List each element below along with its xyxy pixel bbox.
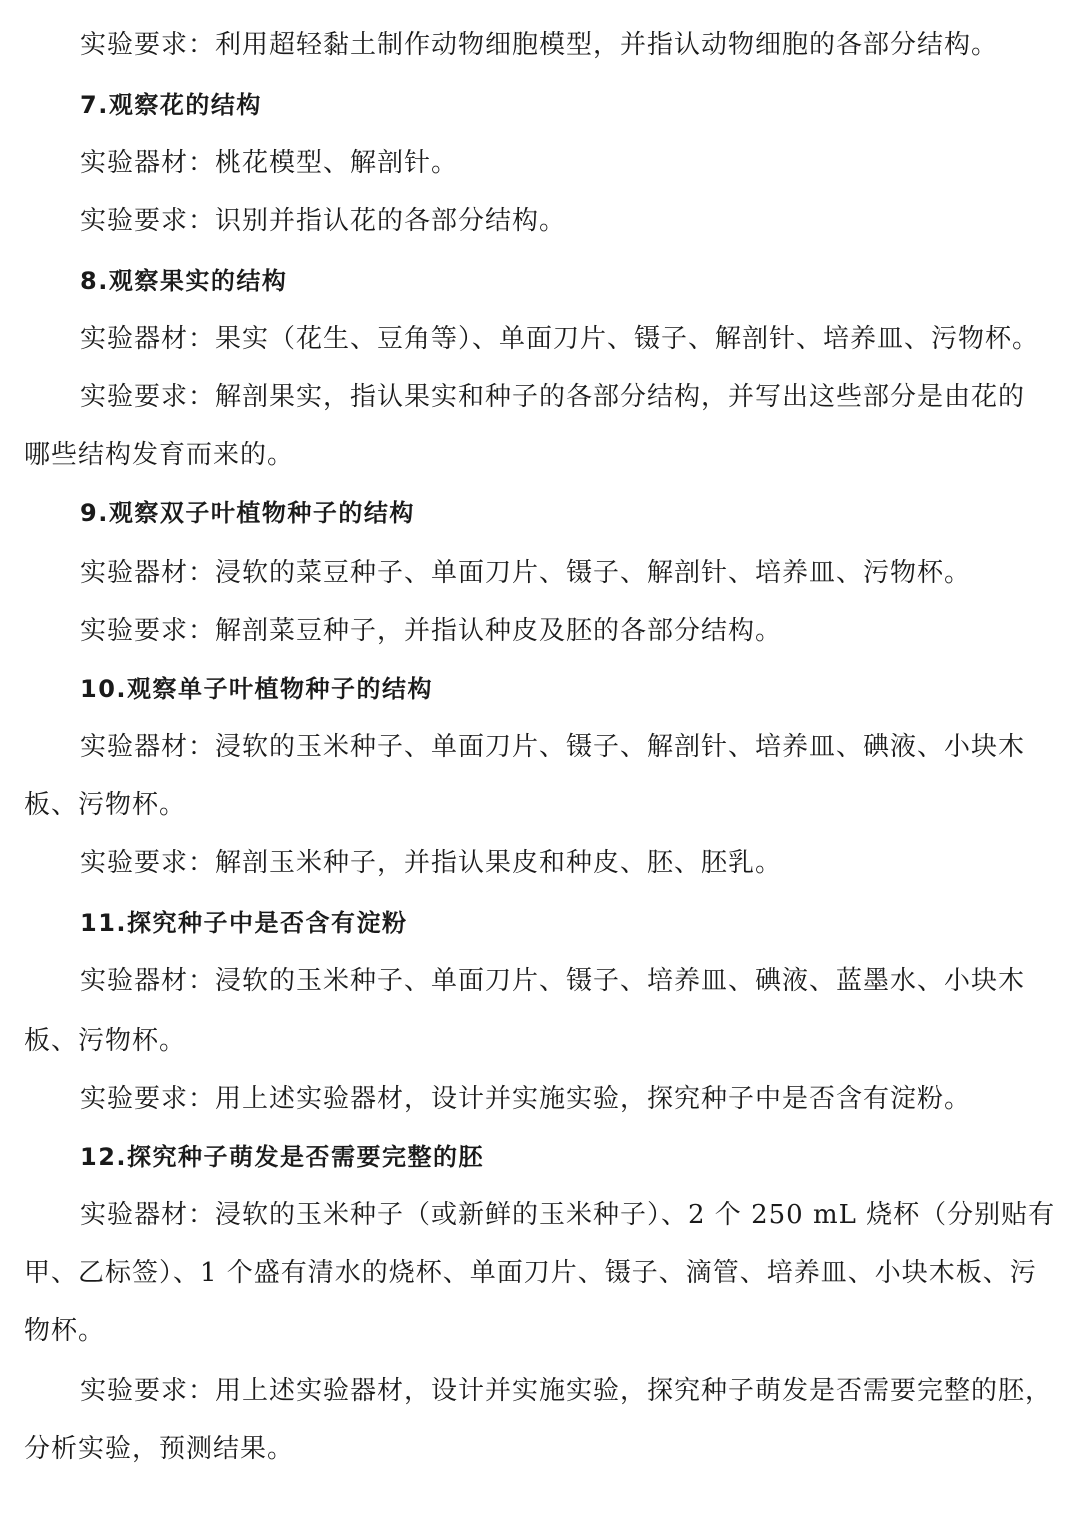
text-line: 实验要求：用上述实验器材，设计并实施实验，探究种子萌发是否需要完整的胚， xyxy=(80,1376,1053,1406)
text-line: 甲、乙标签）、1 个盛有清水的烧杯、单面刀片、镊子、滴管、培养皿、小块木板、污 xyxy=(24,1258,1037,1288)
text-line: 实验要求：解剖果实，指认果实和种子的各部分结构，并写出这些部分是由花的 xyxy=(80,382,1026,412)
text-line: 实验器材：浸软的玉米种子（或新鲜的玉米种子）、2 个 250 mL 烧杯（分别贴有 xyxy=(80,1200,1056,1230)
text-line: 实验器材：果实（花生、豆角等）、单面刀片、镊子、解剖针、培养皿、污物杯。 xyxy=(80,324,1040,354)
section-heading: 12.探究种子萌发是否需要完整的胚 xyxy=(80,1143,485,1171)
text-line: 板、污物杯。 xyxy=(24,1026,187,1056)
text-line: 实验要求：识别并指认花的各部分结构。 xyxy=(80,206,567,236)
text-line: 哪些结构发育而来的。 xyxy=(24,440,295,470)
section-heading: 7.观察花的结构 xyxy=(80,91,262,119)
section-heading: 10.观察单子叶植物种子的结构 xyxy=(80,675,434,703)
text-line: 分析实验，预测结果。 xyxy=(24,1434,295,1464)
section-heading: 8.观察果实的结构 xyxy=(80,267,288,295)
text-line: 实验器材：浸软的菜豆种子、单面刀片、镊子、解剖针、培养皿、污物杯。 xyxy=(80,558,972,588)
text-line: 实验要求：解剖菜豆种子，并指认种皮及胚的各部分结构。 xyxy=(80,616,783,646)
text-line: 板、污物杯。 xyxy=(24,790,187,820)
text-line: 物杯。 xyxy=(24,1316,106,1346)
text-line: 实验器材：桃花模型、解剖针。 xyxy=(80,148,459,178)
text-line: 实验器材：浸软的玉米种子、单面刀片、镊子、解剖针、培养皿、碘液、小块木 xyxy=(80,732,1026,762)
text-line: 实验要求：利用超轻黏土制作动物细胞模型，并指认动物细胞的各部分结构。 xyxy=(80,30,999,60)
text-line: 实验要求：解剖玉米种子，并指认果皮和种皮、胚、胚乳。 xyxy=(80,848,783,878)
section-heading: 11.探究种子中是否含有淀粉 xyxy=(80,909,408,937)
section-heading: 9.观察双子叶植物种子的结构 xyxy=(80,499,415,527)
text-line: 实验要求：用上述实验器材，设计并实施实验，探究种子中是否含有淀粉。 xyxy=(80,1084,972,1114)
text-line: 实验器材：浸软的玉米种子、单面刀片、镊子、培养皿、碘液、蓝墨水、小块木 xyxy=(80,966,1026,996)
